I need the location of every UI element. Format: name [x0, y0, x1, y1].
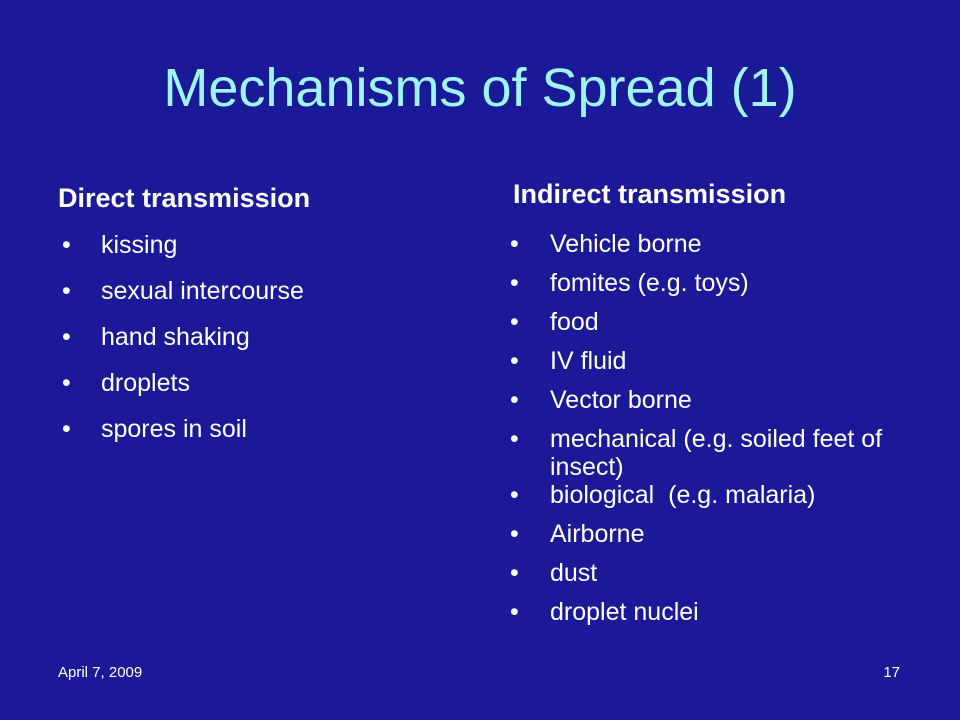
list-item-text: biological (e.g. malaria) — [550, 481, 816, 509]
indirect-transmission-heading: Indirect transmission — [513, 179, 787, 209]
list-item-text: kissing — [101, 231, 178, 259]
list-item-text: sexual intercourse — [101, 277, 304, 305]
list-item-text: fomites (e.g. toys) — [550, 269, 749, 297]
list-item — [510, 386, 930, 425]
direct-transmission-heading: Direct transmission — [58, 183, 311, 213]
list-item-text: spores in soil — [101, 415, 247, 443]
bullet: • — [510, 308, 519, 336]
list-item-text: mechanical (e.g. soiled feet of insect) — [550, 425, 883, 481]
list-item — [510, 481, 930, 520]
list-item-text: Vehicle borne — [550, 230, 702, 258]
list-item — [62, 369, 422, 415]
list-item — [510, 347, 930, 386]
list-item-text: droplets — [101, 369, 190, 397]
bullet: • — [62, 277, 71, 305]
list-item-text: Vector borne — [550, 386, 692, 414]
direct-transmission-list — [62, 231, 422, 461]
list-item — [510, 308, 930, 347]
list-item — [510, 520, 930, 559]
list-item — [510, 230, 930, 269]
list-item — [62, 323, 422, 369]
bullet: • — [510, 386, 519, 414]
slide-title: Mechanisms of Spread (1) — [163, 58, 797, 118]
bullet: • — [510, 559, 519, 587]
bullet: • — [510, 520, 519, 548]
list-item — [510, 598, 930, 637]
bullet: • — [62, 231, 71, 259]
list-item-text: hand shaking — [101, 323, 250, 351]
list-item — [62, 277, 422, 323]
list-item — [510, 425, 930, 481]
list-item — [510, 269, 930, 308]
page-number: 17 — [883, 664, 900, 681]
list-item — [62, 231, 422, 277]
bullet: • — [510, 269, 519, 297]
list-item-text: Airborne — [550, 520, 645, 548]
list-item-text: IV fluid — [550, 347, 627, 375]
list-item-text: dust — [550, 559, 598, 587]
bullet: • — [510, 598, 519, 626]
bullet: • — [510, 347, 519, 375]
bullet: • — [62, 415, 71, 443]
bullet: • — [510, 230, 519, 258]
bullet: • — [510, 425, 519, 453]
list-item — [510, 559, 930, 598]
list-item-text: droplet nuclei — [550, 598, 699, 626]
list-item — [62, 415, 422, 461]
indirect-transmission-list — [510, 230, 930, 637]
bullet: • — [510, 481, 519, 509]
footer-date: April 7, 2009 — [58, 664, 143, 681]
bullet: • — [62, 323, 71, 351]
list-item-text: food — [550, 308, 599, 336]
bullet: • — [62, 369, 71, 397]
